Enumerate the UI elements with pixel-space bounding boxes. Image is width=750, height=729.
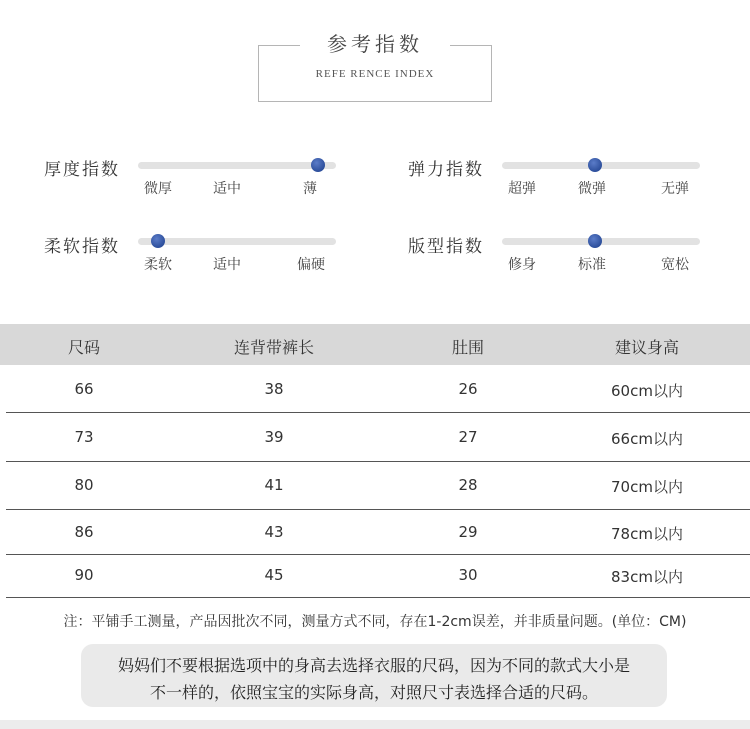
elasticity-index-slider (502, 162, 700, 169)
table-cell-length: 39 (264, 428, 284, 446)
table-cell-waist: 29 (458, 523, 478, 541)
table-cell-height: 78cm以内 (611, 525, 683, 543)
elasticity-tick-high: 无弹 (661, 181, 689, 197)
thickness-tick-high: 薄 (303, 181, 317, 197)
elasticity-index-knob (588, 158, 602, 172)
table-cell-size: 86 (74, 523, 94, 541)
row-divider (6, 554, 750, 555)
softness-index-knob (151, 234, 165, 248)
table-cell-waist: 26 (458, 380, 478, 398)
col-header-length: 连背带裤长 (233, 338, 314, 357)
thickness-index-label: 厚度指数 (44, 160, 120, 180)
table-cell-waist: 27 (458, 428, 478, 446)
fit-index-label: 版型指数 (408, 237, 484, 257)
row-divider (6, 461, 750, 462)
row-divider (6, 412, 750, 413)
table-cell-height: 70cm以内 (611, 478, 683, 496)
thickness-tick-mid: 适中 (213, 181, 241, 197)
fit-tick-high: 宽松 (661, 257, 689, 273)
table-cell-length: 45 (264, 566, 284, 584)
fit-tick-mid: 标准 (578, 257, 606, 273)
table-cell-length: 41 (264, 476, 284, 494)
col-header-size: 尺码 (67, 338, 100, 357)
elasticity-tick-low: 超弹 (508, 181, 536, 197)
table-cell-size: 80 (74, 476, 94, 494)
tip-line-1: 妈妈们不要根据选项中的身高去选择衣服的尺码，因为不同的款式大小是 (117, 656, 630, 675)
table-cell-size: 66 (74, 380, 94, 398)
table-cell-height: 60cm以内 (611, 382, 683, 400)
softness-tick-mid: 适中 (213, 257, 241, 273)
softness-index-label: 柔软指数 (44, 237, 120, 257)
fit-index-knob (588, 234, 602, 248)
thickness-index-knob (311, 158, 325, 172)
softness-tick-low: 柔软 (144, 257, 172, 273)
page-title: 参考指数 (300, 28, 450, 60)
tip-line-2: 不一样的，依照宝宝的实际身高，对照尺寸表选择合适的尺码。 (149, 683, 598, 702)
fit-tick-low: 修身 (508, 257, 536, 273)
page-subtitle: REFE RENCE INDEX (315, 68, 435, 80)
row-divider (6, 509, 750, 510)
table-cell-waist: 28 (458, 476, 478, 494)
table-cell-waist: 30 (458, 566, 478, 584)
table-cell-height: 83cm以内 (611, 568, 683, 586)
table-cell-height: 66cm以内 (611, 430, 683, 448)
thickness-tick-low: 微厚 (144, 181, 172, 197)
elasticity-index-label: 弹力指数 (408, 160, 484, 180)
softness-tick-high: 偏硬 (297, 257, 325, 273)
table-cell-length: 38 (264, 380, 284, 398)
thickness-index-slider (138, 162, 336, 169)
softness-index-slider (138, 238, 336, 245)
row-divider (6, 597, 750, 598)
table-cell-size: 90 (74, 566, 94, 584)
table-cell-length: 43 (264, 523, 284, 541)
table-cell-size: 73 (74, 428, 94, 446)
col-header-waist: 肚围 (451, 338, 484, 357)
elasticity-tick-mid: 微弹 (578, 181, 606, 197)
sizing-tip-box (81, 644, 667, 707)
fit-index-slider (502, 238, 700, 245)
bottom-strip (0, 720, 750, 729)
measurement-note: 注：平铺手工测量，产品因批次不同，测量方式不同，存在1-2cm误差，并非质量问题。(单位：CM) (63, 614, 687, 630)
col-header-height: 建议身高 (614, 338, 679, 357)
